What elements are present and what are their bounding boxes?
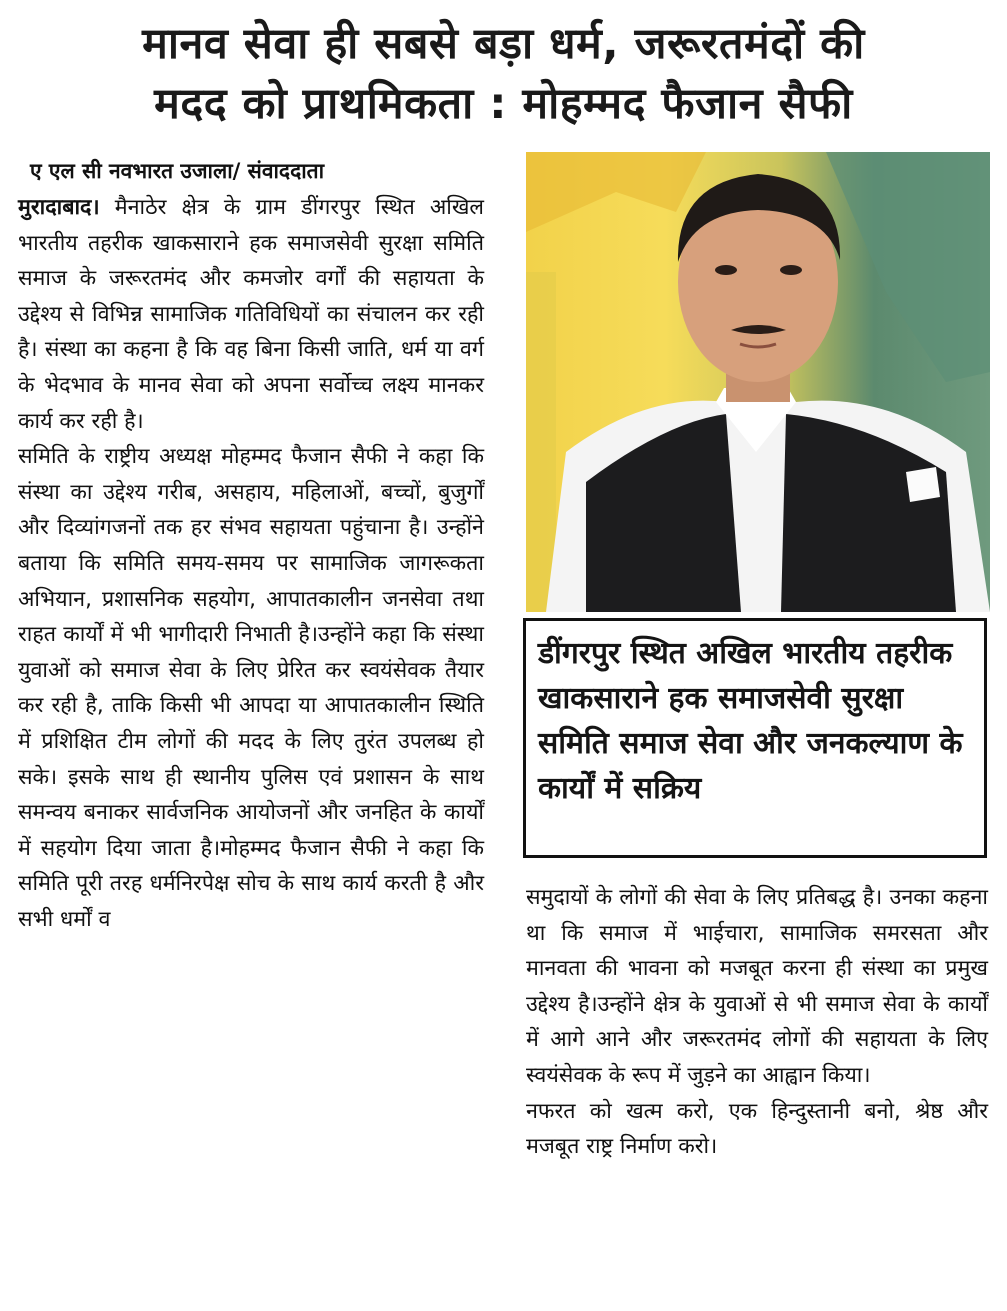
headline-line-1: मानव सेवा ही सबसे बड़ा धर्म, जरूरतमंदों की: [142, 19, 865, 69]
article-paragraph-3: समुदायों के लोगों की सेवा के लिए प्रतिबद्ध है। उनका कहना था कि समाज में भाईचारा, सामाजिक समरसता और मानवता की भावना को मजबूत करना ही संस्था का प्रमुख उद्देश्य है।उन्होंने क्षेत्र के युवाओं से भी समाज सेवा के कार्यों में आगे आने और जरूरतमंद लोगों की सहायता के लिए स्वयंसेवक के रूप में जुड़ने का आह्वान किया।: [526, 885, 988, 1088]
article-left-column: [18, 190, 484, 937]
article-paragraph-4: नफरत को खत्म करो, एक हिन्दुस्तानी बनो, श्रेष्ठ और मजबूत राष्ट्र निर्माण करो।: [526, 1098, 988, 1160]
paragraph-text: मैनाठेर क्षेत्र के ग्राम डींगरपुर स्थित अखिल भारतीय तहरीक खाकसाराने हक समाजसेवी सुरक्षा समिति समाज के जरूरतमंद और कमजोर वर्गों की सहायता के उद्देश्य से विभिन्न सामाजिक गतिविधियों का संचालन कर रही है। संस्था का कहना है कि वह बिना किसी जाति, धर्म या वर्ग के भेदभाव के मानव सेवा को अपना सर्वोच्च लक्ष्य मानकर कार्य कर रही है।: [18, 195, 484, 434]
portrait-photo: [526, 152, 990, 612]
photo-caption: डींगरपुर स्थित अखिल भारतीय तहरीक खाकसाराने हक समाजसेवी सुरक्षा समिति समाज सेवा और जनकल्याण के कार्यों में सक्रिय: [523, 618, 987, 858]
headline-line-2: मदद को प्राथमिकता : मोहम्मद फैजान सैफी: [154, 79, 853, 129]
byline: ए एल सी नवभारत उजाला/ संवाददाता: [30, 159, 325, 183]
article-right-column: [526, 880, 988, 1165]
headline: [0, 14, 1007, 134]
article-paragraph-2: समिति के राष्ट्रीय अध्यक्ष मोहम्मद फैजान सैफी ने कहा कि संस्था का उद्देश्य गरीब, असहाय, महिलाओं, बच्चों, बुजुर्गों और दिव्यांगजनों तक हर संभव सहायता पहुंचाना है। उन्होंने बताया कि समिति समय-समय पर सामाजिक जागरूकता अभियान, प्रशासनिक सहयोग, आपातकालीन जनसेवा तथा राहत कार्यों में भी भागीदारी निभाती है।उन्होंने कहा कि संस्था युवाओं को समाज सेवा के लिए प्रेरित कर स्वयंसेवक तैयार कर रही है, ताकि किसी भी आपदा या आपातकालीन स्थिति में प्रशिक्षित टीम लोगों की मदद के लिए तुरंत उपलब्ध हो सके। इसके साथ ही स्थानीय पुलिस एवं प्रशासन के साथ समन्वय बनाकर सार्वजनिक आयोजनों और जनहित के कार्यों में सहयोग दिया जाता है।मोहम्मद फैजान सैफी ने कहा कि समिति पूरी तरह धर्मनिरपेक्ष सोच के साथ कार्य करती है और सभी धर्मों व: [18, 444, 484, 932]
article-paragraph-1: [18, 190, 484, 439]
dateline: मुरादाबाद।: [18, 195, 100, 220]
portrait-illustration: [526, 152, 990, 612]
